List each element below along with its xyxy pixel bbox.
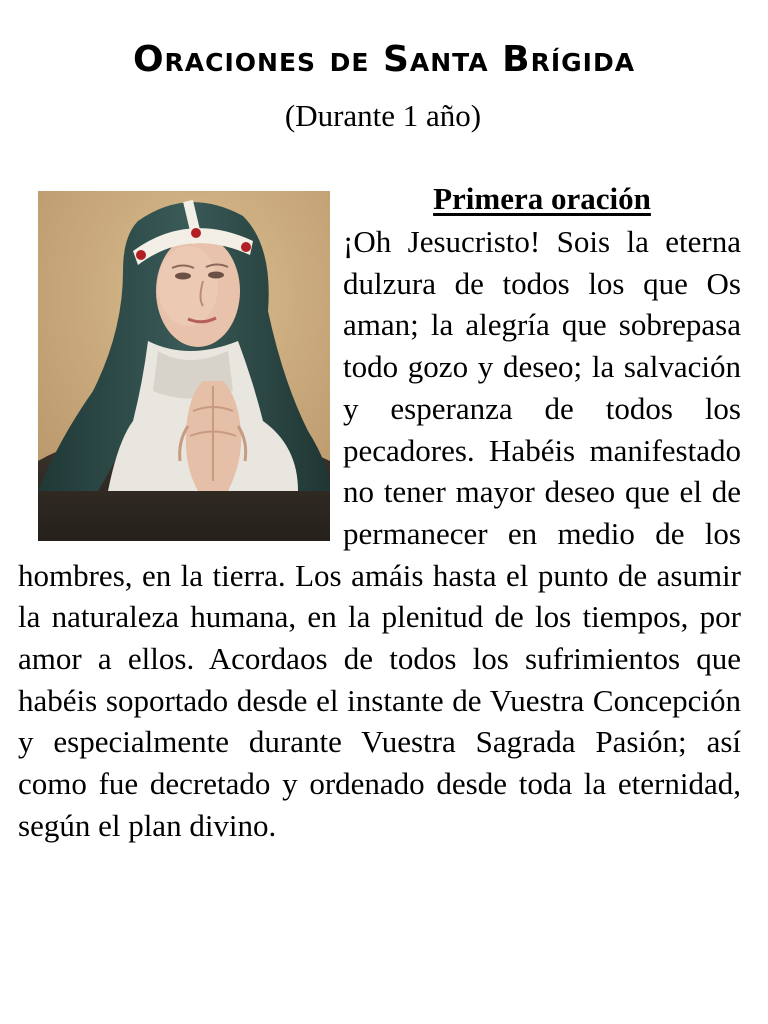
prayer-heading-text: Primera oración bbox=[433, 181, 651, 216]
page-title: Oraciones de Santa Brígida bbox=[132, 39, 636, 80]
prayer-text: ¡Oh Jesucristo! Sois la eterna dulzura de todos los que Os aman; la alegría que sobrepasa todo gozo y deseo; la salvación y esperanza de todos los pecadores. Habéis manifestado no tener mayor deseo que el de permanecer en medio de los hombres, en la tierra. Los amáis hasta el punto de asumir la naturaleza humana, en la plenitud de los tiempos, por amor a ellos. Acordaos de todos los sufrimientos que habéis soportado desde el instante de Vuestra Concepción y especialmente durante Vuestra Sagrada Pasión; así como fue decretado y ordenado desde toda la eternidad, según el plan divino. bbox=[18, 224, 741, 843]
prayer-heading bbox=[343, 177, 741, 221]
page-subtitle: (Durante 1 año) bbox=[284, 98, 482, 133]
prayer-body bbox=[18, 221, 741, 847]
image-wrap-spacer bbox=[18, 221, 343, 551]
